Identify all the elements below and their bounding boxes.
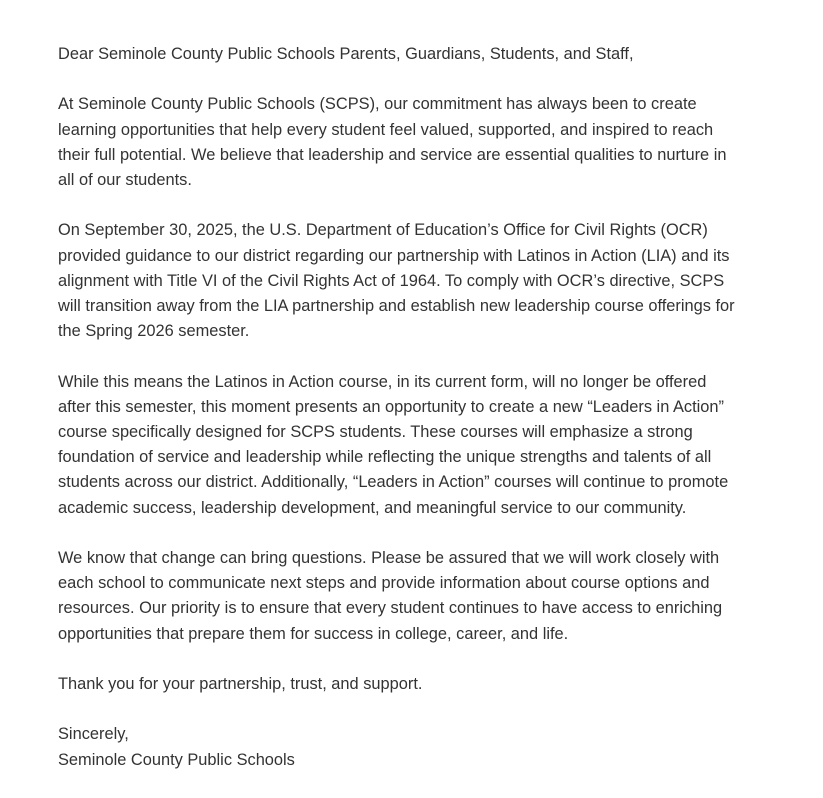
paragraph-line: foundation of service and leadership while reflecting the unique strengths and talents of all (58, 448, 712, 467)
paragraph-line: alignment with Title VI of the Civil Rights Act of 1964. To comply with OCR’s directive, SCPS (58, 271, 725, 290)
closing: Sincerely, (58, 725, 129, 744)
paragraph-line: provided guidance to our district regarding our partnership with Latinos in Action (LIA) and its (58, 246, 730, 265)
paragraph-leaders-in-action (58, 370, 758, 521)
paragraph-line: their full potential. We believe that leadership and service are essential qualities to nurture in (58, 145, 727, 164)
salutation (58, 42, 758, 67)
paragraph-thank-you (58, 672, 758, 697)
signature-block (58, 722, 758, 772)
paragraph-line: the Spring 2026 semester. (58, 322, 250, 341)
paragraph-line: learning opportunities that help every student feel valued, supported, and inspired to reach (58, 120, 714, 139)
paragraph-commitment (58, 92, 758, 193)
paragraph-line: We know that change can bring questions. Please be assured that we will work closely with (58, 549, 720, 567)
paragraph-line: academic success, leadership development, and meaningful service to our community. (58, 498, 687, 517)
paragraph-line: While this means the Latinos in Action course, in its current form, will no longer be offered (58, 372, 707, 391)
paragraph-line: after this semester, this moment presents an opportunity to create a new “Leaders in Action” (58, 397, 724, 416)
paragraph-line: At Seminole County Public Schools (SCPS), our commitment has always been to create (58, 95, 697, 114)
paragraph-line: will transition away from the LIA partnership and establish new leadership course offerings for (58, 297, 735, 315)
salutation-text: Dear Seminole County Public Schools Parents, Guardians, Students, and Staff, (58, 45, 634, 63)
letter-body (58, 42, 758, 798)
paragraph-line: opportunities that prepare them for success in college, career, and life. (58, 624, 569, 643)
paragraph-line: course specifically designed for SCPS students. These courses will emphasize a strong (58, 423, 693, 441)
paragraph-line: Thank you for your partnership, trust, and support. (58, 675, 423, 693)
paragraph-line: students across our district. Additionally, “Leaders in Action” courses will continue to promote (58, 473, 729, 492)
paragraph-line: resources. Our priority is to ensure that every student continues to have access to enriching (58, 599, 723, 618)
paragraph-questions (58, 546, 758, 647)
signatory: Seminole County Public Schools (58, 750, 295, 769)
paragraph-line: all of our students. (58, 171, 192, 189)
paragraph-line: On September 30, 2025, the U.S. Department of Education’s Office for Civil Rights (OCR) (58, 221, 708, 240)
paragraph-line: each school to communicate next steps and provide information about course options and (58, 574, 710, 593)
paragraph-ocr-guidance (58, 218, 758, 344)
